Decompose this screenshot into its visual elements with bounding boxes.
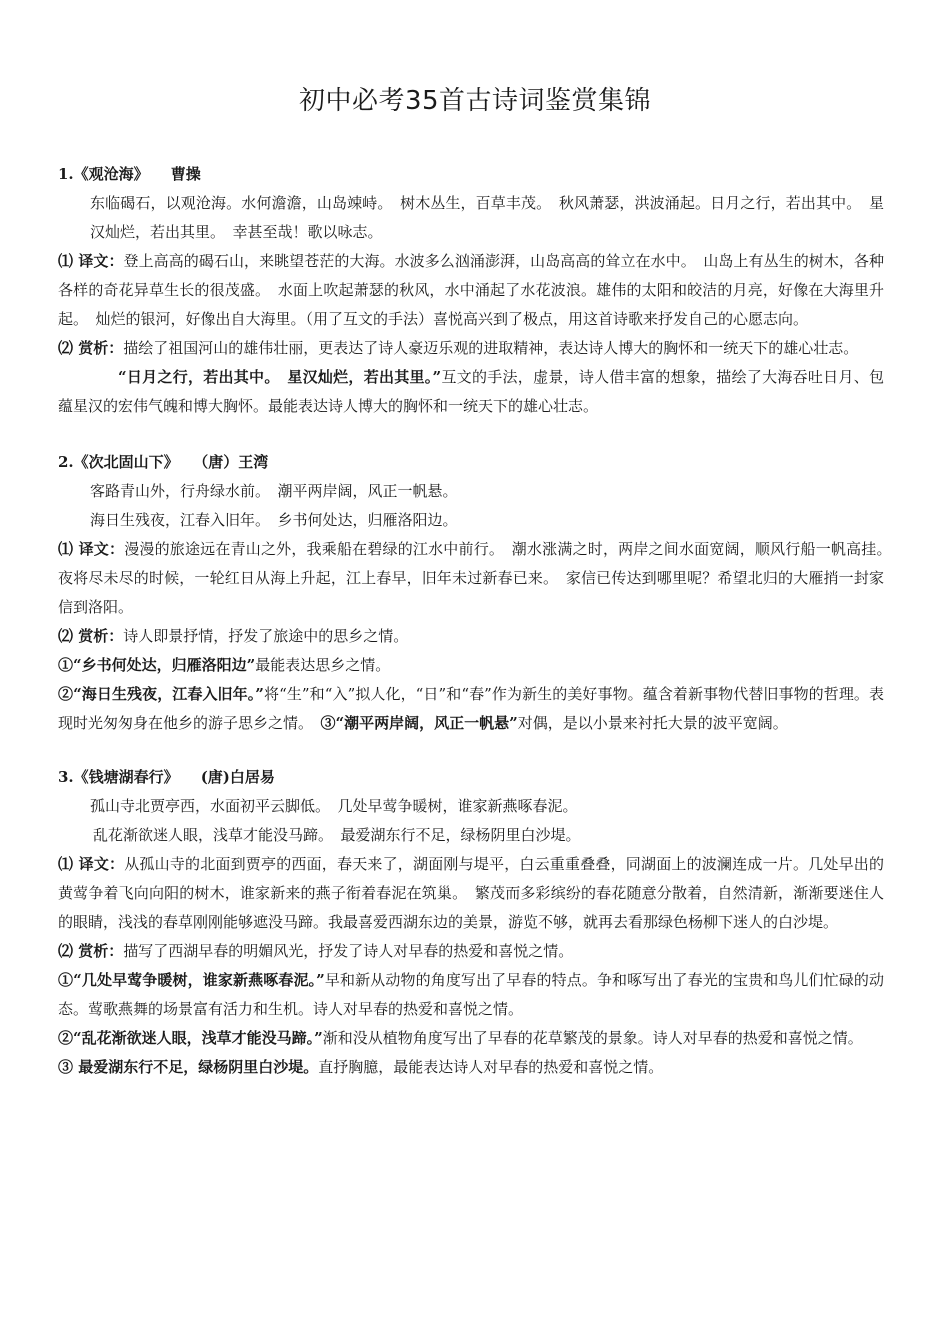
- poem-name: 《钱塘湖春行》: [73, 768, 179, 786]
- note-paragraph: [58, 651, 884, 680]
- appreciation-paragraph: [58, 622, 884, 651]
- note-paragraph: [58, 680, 884, 738]
- note-text: 最能表达思乡之情。: [255, 656, 391, 674]
- appreciation-label: ⑵ 赏析：: [58, 339, 124, 357]
- appreciation-paragraph: [58, 334, 884, 363]
- translation-text: 登上高高的碣石山，来眺望苍茫的大海。水波多么汹涌澎湃，山岛高高的耸立在水中。 山岛上有丛生的树木，各种各样的奇花异草生长的很茂盛。 水面上吹起萧瑟的秋风，水中涌起了水花波浪。雄伟的太阳和皎洁的月亮，好像在大海里升起。 灿烂的银河，好像出自大海里。（用了互文的手法）喜悦高兴到了极点，用这首诗歌来抒发自己的心愿志向。: [58, 252, 884, 328]
- poem-section-1: [58, 160, 884, 421]
- note-quote: ①“几处早莺争暖树，谁家新燕啄春泥。”: [58, 971, 325, 989]
- note-quote: ②“海日生残夜，江春入旧年。”: [58, 685, 264, 703]
- translation-paragraph: [58, 535, 899, 622]
- note-text: 互文的手法，虚景，诗人借丰富的想象，描绘了大海吞吐日月、包蕴星汉的宏伟气魄和博大胸怀。最能表达诗人博大的胸怀和一统天下的雄心壮志。: [58, 368, 884, 415]
- appreciation-text: 诗人即景抒情，抒发了旅途中的思乡之情。: [123, 627, 409, 645]
- poem-name: 《观沧海》: [73, 165, 149, 183]
- appreciation-text: 描绘了祖国河山的雄伟壮丽，更表达了诗人豪迈乐观的进取精神，表达诗人博大的胸怀和一统天下的雄心壮志。: [123, 339, 859, 357]
- poem-name: 《次北固山下》: [73, 453, 179, 471]
- note-paragraph: [58, 1024, 884, 1053]
- note-text: 对偶，是以小景来衬托大景的波平宽阔。: [517, 714, 788, 732]
- poem-line: 客路青山外，行舟绿水前。 潮平两岸阔，风正一帆悬。: [90, 482, 458, 500]
- poem-line: 孤山寺北贾亭西，水面初平云脚低。 几处早莺争暖树，谁家新燕啄春泥。: [90, 797, 578, 815]
- note-quote: ②“乱花渐欲迷人眼，浅草才能没马蹄。”: [58, 1029, 323, 1047]
- poem-line: 海日生残夜，江春入旧年。 乡书何处达，归雁洛阳边。: [90, 511, 458, 529]
- note-quote: “日月之行，若出其中。 星汉灿烂，若出其里。”: [118, 368, 442, 386]
- appreciation-paragraph: [58, 937, 884, 966]
- section-number: 1.: [58, 165, 74, 183]
- note-text: 直抒胸臆，最能表达诗人对早春的热爱和喜悦之情。: [318, 1058, 664, 1076]
- appreciation-label: ⑵ 赏析：: [58, 942, 124, 960]
- note-paragraph: [58, 1053, 884, 1082]
- translation-label: ⑴ 译文：: [58, 540, 125, 558]
- section-heading: [58, 448, 884, 477]
- poem-author: （唐）王湾: [200, 453, 269, 471]
- translation-text: 漫漫的旅途远在青山之外，我乘船在碧绿的江水中前行。 潮水涨满之时，两岸之间水面宽阔，顺风行船一帆高挂。 夜将尽未尽的时候，一轮红日从海上升起，江上春早，旧年未过新春已来。 家信已传达到哪里呢？希望北归的大雁捎一封家信到洛阳。: [58, 540, 899, 616]
- translation-text: 从孤山寺的北面到贾亭的西面，春天来了，湖面刚与堤平，白云重重叠叠，同湖面上的波澜连成一片。几处早出的黄莺争着飞向向阳的树木，谁家新来的燕子衔着春泥在筑巢。 繁茂而多彩缤纷的春花随意分散着，自然清新，渐渐要迷住人的眼睛，浅浅的春草刚刚能够遮没马蹄。我最喜爱西湖东边的美景，游览不够，就再去看那绿色杨柳下迷人的白沙堤。: [58, 855, 884, 931]
- page-title: 初中必考35首古诗词鉴赏集锦: [298, 86, 652, 116]
- note-paragraph: [58, 363, 884, 421]
- translation-label: ⑴ 译文：: [58, 252, 124, 270]
- section-number: 3.: [58, 768, 74, 786]
- poem-text: 东临碣石，以观沧海。水何澹澹，山岛竦峙。 树木丛生，百草丰茂。 秋风萧瑟，洪波涌起。日月之行，若出其中。 星汉灿烂，若出其里。 幸甚至哉！歌以咏志。: [90, 194, 884, 241]
- note-text: 将“生”和“入”拟人化，“日”和“春”作为新生的美好事物。蕴含着新事物代替旧事物的哲理。表现时光匆匆身在他乡的游子思乡之情。: [58, 685, 884, 732]
- section-heading: [58, 160, 884, 189]
- appreciation-text: 描写了西湖早春的明媚风光，抒发了诗人对早春的热爱和喜悦之情。: [123, 942, 574, 960]
- note-quote: ③ 最爱湖东行不足，绿杨阴里白沙堤。: [58, 1058, 319, 1076]
- poem-author: (唐)白居易: [200, 768, 275, 786]
- poem-section-3: [58, 763, 884, 1082]
- note-quote: ①“乡书何处达，归雁洛阳边”: [58, 656, 256, 674]
- translation-label: ⑴ 译文：: [58, 855, 125, 873]
- translation-paragraph: [58, 850, 884, 937]
- appreciation-label: ⑵ 赏析：: [58, 627, 124, 645]
- section-heading: [58, 763, 884, 792]
- poem-author: 曹操: [170, 165, 201, 183]
- section-number: 2.: [58, 453, 74, 471]
- poem-section-2: [58, 448, 899, 738]
- document-content: [58, 160, 899, 1082]
- translation-paragraph: [58, 247, 884, 334]
- poem-line: 乱花渐欲迷人眼，浅草才能没马蹄。 最爱湖东行不足，绿杨阴里白沙堤。: [93, 826, 581, 844]
- note-paragraph: [58, 966, 884, 1024]
- note-quote: ③“潮平两岸阔，风正一帆悬”: [320, 714, 518, 732]
- note-text: 早和新从动物的角度写出了早春的特点。争和啄写出了春光的宝贵和鸟儿们忙碌的动态。莺歌燕舞的场景富有活力和生机。诗人对早春的热爱和喜悦之情。: [58, 971, 884, 1018]
- note-text: 渐和没从植物角度写出了早春的花草繁茂的景象。诗人对早春的热爱和喜悦之情。: [322, 1029, 863, 1047]
